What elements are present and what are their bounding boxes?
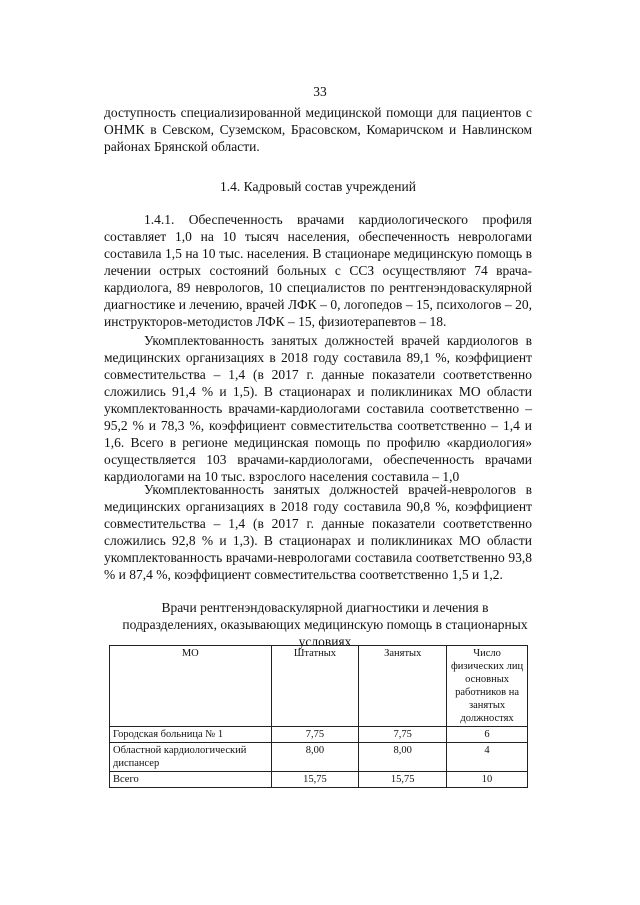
table-cell: 10 — [447, 772, 528, 788]
paragraph-neurologists: Укомплектованность занятых должностей врачей-неврологов в медицинских организациях в 2018 году составила 90,8 %, коэффициент совместительства – 1,4 (в 2017 г. данные показатели соответственно сложились 92,8 % и 1,3). В стационарах и поликлиниках МО области укомплектованность врачами-неврологами составила соответственно 93,8 % и 87,4 %, коэффициент совместительства соответственно 1,5 и 1,2. — [104, 482, 532, 582]
header-staff-positions: Штатных — [271, 646, 359, 727]
table-cell: 4 — [447, 743, 528, 772]
table-cell: 8,00 — [271, 743, 359, 772]
table-cell: 8,00 — [359, 743, 447, 772]
table-cell: 15,75 — [271, 772, 359, 788]
staff-table — [109, 645, 528, 788]
table-row-total — [110, 772, 528, 788]
intro-paragraph: доступность специализированной медицинской помощи для пациентов с ОНМК в Севском, Суземском, Брасовском, Комаричском и Навлинском районах Брянской области. — [104, 105, 532, 154]
header-occupied-positions: Занятых — [359, 646, 447, 727]
header-physical-persons: Число физических лиц основных работников на занятых должностях — [447, 646, 528, 727]
page-number: 33 — [313, 84, 327, 99]
paragraph-staffing: 1.4.1. Обеспеченность врачами кардиологического профиля составляет 1,0 на 10 тысяч населения, обеспеченность неврологами составила 1,5 на 10 тыс. населения. В стационаре медицинскую помощь в лечении острых состояний больных с ССЗ осуществляют 74 врача-кардиолога, 89 неврологов, 10 специалистов по рентгенэндоваскулярной диагностике и лечению, врачей ЛФК – 0, логопедов – 15, психологов – 20, инструкторов-методистов ЛФК – 15, физиотерапевтов – 18. — [104, 212, 532, 329]
section-heading: 1.4. Кадровый состав учреждений — [220, 179, 416, 194]
table-cell: Городская больница № 1 — [110, 727, 272, 743]
table-cell: 6 — [447, 727, 528, 743]
table-cell: 15,75 — [359, 772, 447, 788]
paragraph-cardiologists: Укомплектованность занятых должностей врачей кардиологов в медицинских организациях в 2018 году составила 89,1 %, коэффициент совместительства – 1,4 (в 2017 г. данные показатели соответственно сложились 91,4 % и 1,5). В стационарах и поликлиниках МО области укомплектованность врачами-кардиологами составила соответственно – 95,2 % и 78,3 %, коэффициент совместительства соответственно – 1,4 и 1,6. Всего в регионе медицинская помощь по профилю «кардиология» осуществляется 103 врачами-кардиологами, обеспеченность врачами кардиологами на 10 тыс. взрослого населения составила – 1,0 — [104, 333, 532, 484]
table-cell: Областной кардиологический диспансер — [110, 743, 272, 772]
table-header-row — [110, 646, 528, 727]
table-row — [110, 743, 528, 772]
table-row — [110, 727, 528, 743]
table-cell: 7,75 — [271, 727, 359, 743]
table-cell: 7,75 — [359, 727, 447, 743]
header-mo: МО — [110, 646, 272, 727]
table-caption: Врачи рентгенэндоваскулярной диагностики и лечения в подразделениях, оказывающих медицинскую помощь в стационарных условиях — [122, 600, 528, 649]
table-cell: Всего — [110, 772, 272, 788]
